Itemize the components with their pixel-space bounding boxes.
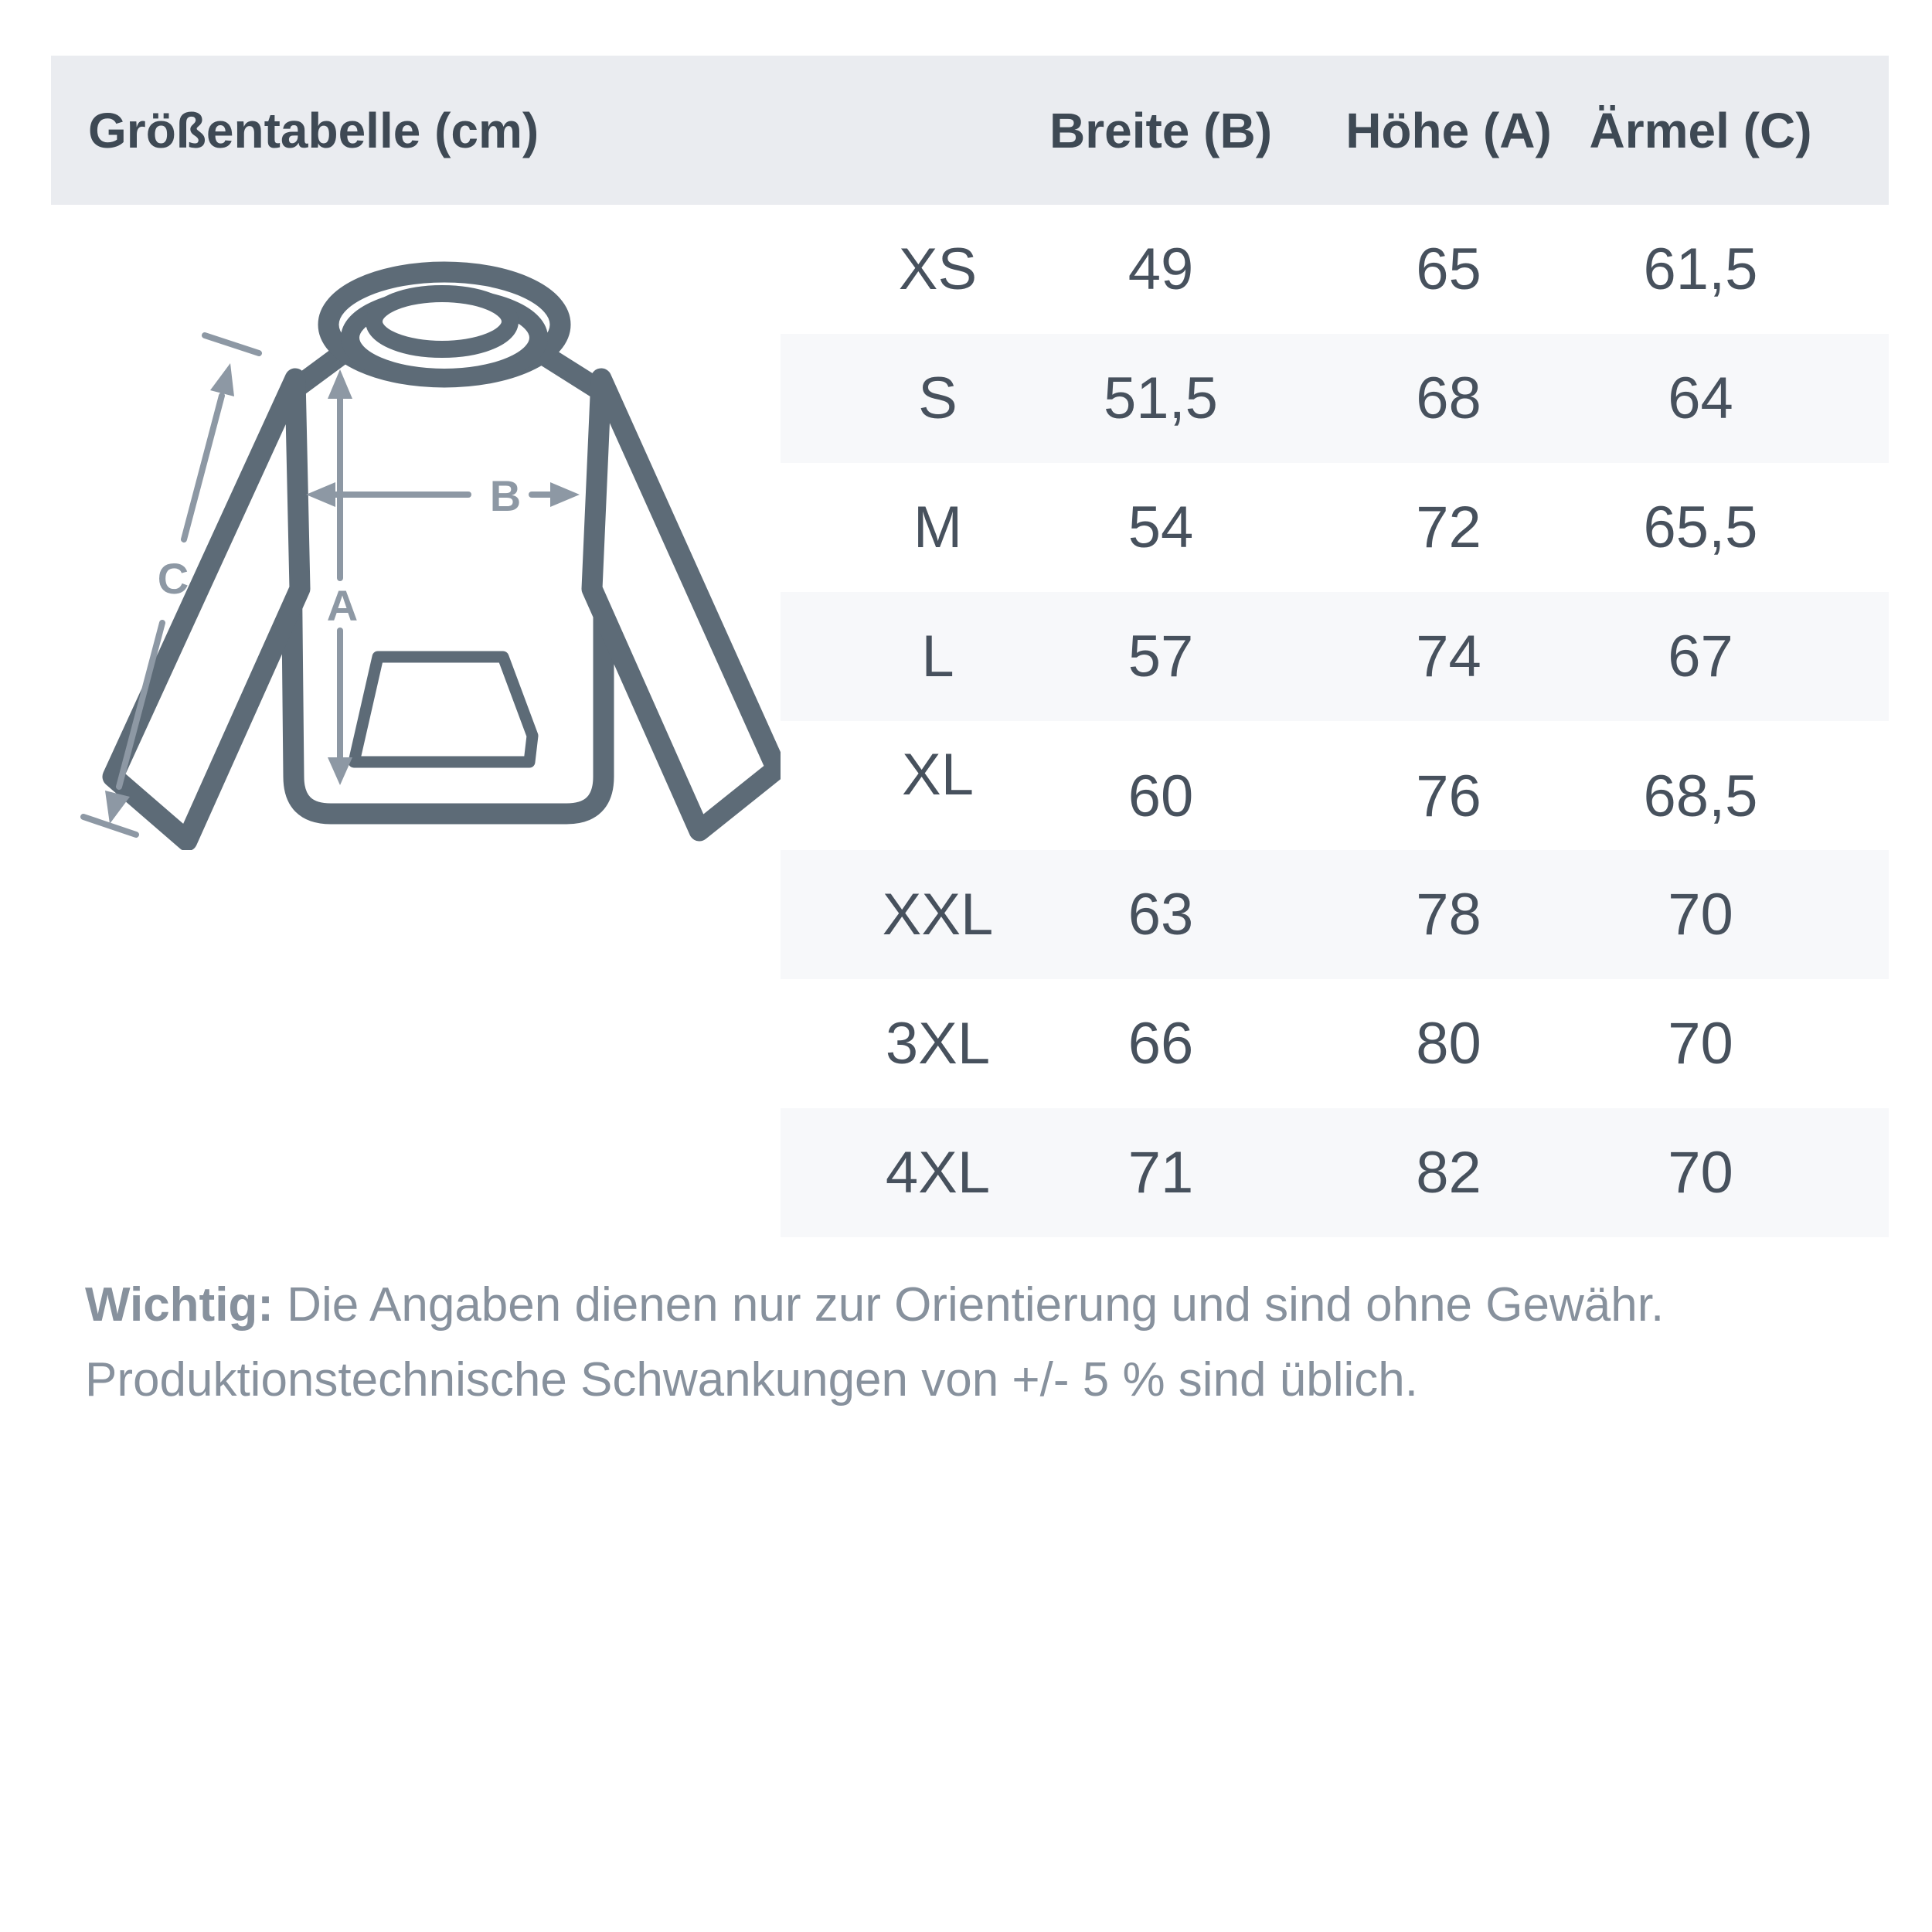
- hoehe-value: 80: [1416, 1011, 1481, 1077]
- size-label: XXL: [882, 882, 994, 947]
- breite-value: 49: [1128, 236, 1194, 302]
- disclaimer-note: [85, 1267, 1886, 1417]
- hoehe-value: 72: [1416, 495, 1481, 560]
- aermel-value: 67: [1668, 624, 1733, 689]
- hoehe-value: 68: [1416, 366, 1481, 431]
- size-label: M: [913, 495, 963, 560]
- breite-value: 57: [1128, 624, 1194, 689]
- width-label: B: [489, 471, 522, 520]
- column-header-hoehe: Höhe (A): [1345, 102, 1552, 158]
- table-row-xl: [781, 721, 1889, 850]
- page-title: Größentabelle (cm): [88, 102, 539, 158]
- breite-value: 63: [1128, 882, 1194, 947]
- hood-opening: [374, 294, 510, 349]
- aermel-value: 61,5: [1643, 236, 1758, 302]
- hoehe-value: 82: [1416, 1140, 1481, 1206]
- disclaimer-line-2: Produktionstechnische Schwankungen von +/- 5 % sind üblich.: [85, 1353, 1418, 1406]
- aermel-value: 70: [1668, 1011, 1733, 1077]
- breite-value: 51,5: [1104, 366, 1218, 431]
- size-label: 4XL: [885, 1140, 991, 1206]
- disclaimer-text-1: Die Angaben dienen nur zur Orientierung und sind ohne Gewähr.: [273, 1278, 1665, 1332]
- table-header: [51, 56, 1889, 205]
- table-row-3xl: [781, 979, 1889, 1108]
- hoodie-diagram: [51, 232, 785, 850]
- sleeve-label: C: [157, 554, 189, 603]
- column-header-aermel: Ärmel (C): [1589, 102, 1812, 158]
- aermel-value: 70: [1668, 882, 1733, 947]
- table-row-4xl: [781, 1108, 1889, 1237]
- table-row-m: [781, 463, 1889, 592]
- aermel-value: 65,5: [1643, 495, 1758, 560]
- height-label: A: [326, 581, 359, 630]
- breite-value: 60: [1128, 764, 1194, 829]
- hoehe-value: 76: [1416, 764, 1481, 829]
- aermel-value: 70: [1668, 1140, 1733, 1206]
- size-table: [781, 205, 1889, 1237]
- hoehe-value: 65: [1416, 236, 1481, 302]
- size-label: S: [918, 366, 957, 431]
- table-row-l: [781, 592, 1889, 721]
- aermel-value: 68,5: [1643, 764, 1758, 829]
- disclaimer-line-1: [85, 1267, 1886, 1342]
- table-row-xs: [781, 205, 1889, 334]
- hoodie-pocket: [354, 657, 532, 762]
- table-row-xxl: [781, 850, 1889, 979]
- column-header-breite: Breite (B): [1049, 102, 1273, 158]
- table-row-s: [781, 334, 1889, 463]
- size-label: L: [921, 624, 954, 689]
- hoehe-value: 78: [1416, 882, 1481, 947]
- sleeve-arrowhead-top: [210, 363, 234, 396]
- breite-value: 71: [1128, 1140, 1194, 1206]
- size-label: XL: [902, 742, 974, 808]
- breite-value: 54: [1128, 495, 1194, 560]
- breite-value: 66: [1128, 1011, 1194, 1077]
- hoehe-value: 74: [1416, 624, 1481, 689]
- size-label: XS: [898, 236, 978, 302]
- disclaimer-bold: Wichtig:: [85, 1278, 274, 1332]
- aermel-value: 64: [1668, 366, 1733, 431]
- size-label: 3XL: [885, 1011, 991, 1077]
- hoodie-right-sleeve: [592, 379, 777, 831]
